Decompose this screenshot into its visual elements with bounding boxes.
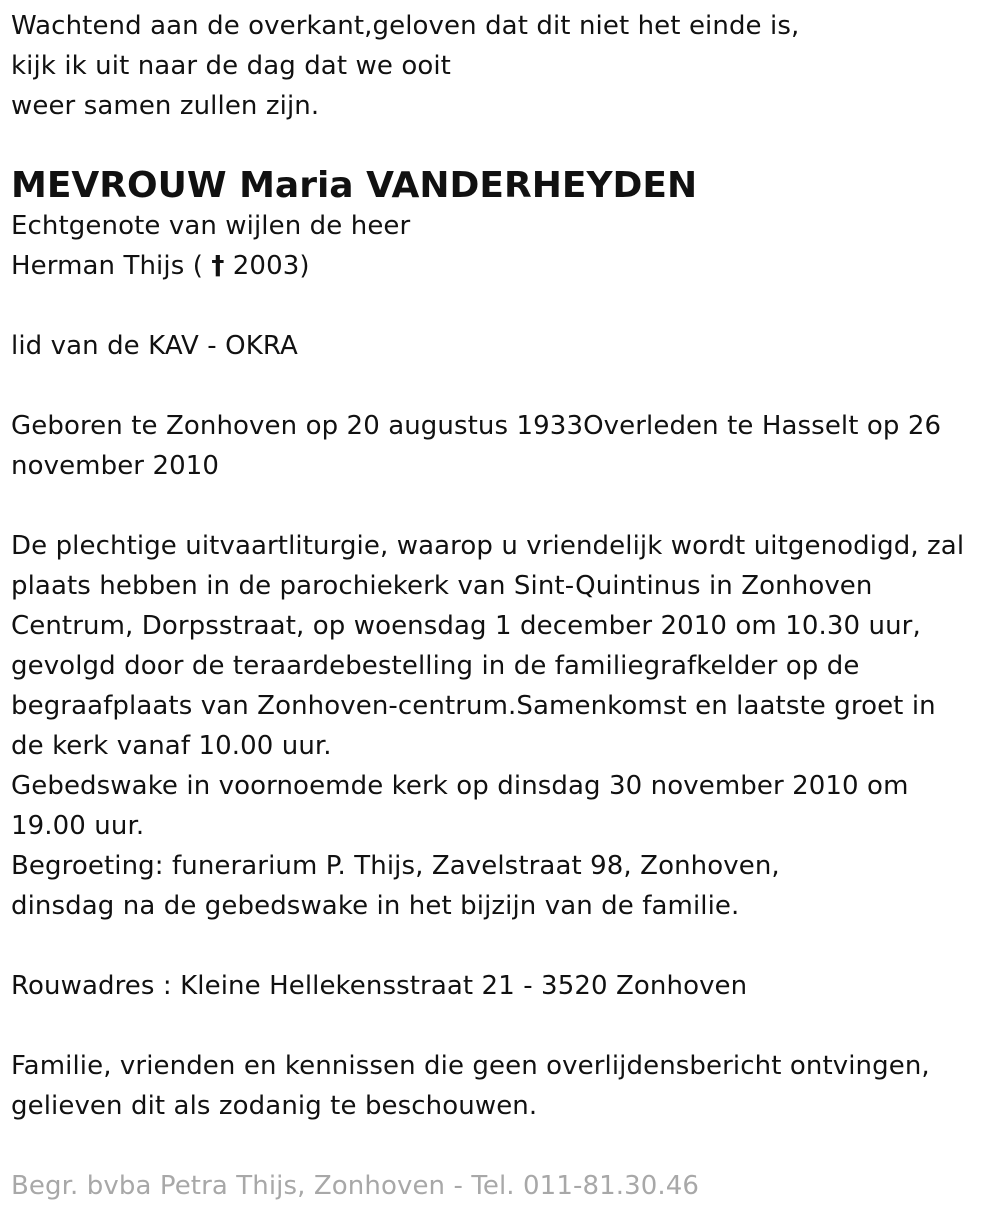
funeral-line: Gebedswake in voornoemde kerk op dinsdag 30 november 2010 om: [11, 771, 909, 801]
deceased-name: MEVROUW Maria VANDERHEYDEN: [11, 165, 698, 206]
funeral-line: Begroeting: funerarium P. Thijs, Zavelstraat 98, Zonhoven,: [11, 851, 780, 881]
birth-death-line: november 2010: [11, 451, 220, 481]
spouse-info: [11, 206, 991, 286]
funeral-home-footer: Begr. bvba Petra Thijs, Zonhoven - Tel. 011-81.30.46: [11, 1171, 700, 1201]
funeral-line: dinsdag na de gebedswake in het bijzijn van de familie.: [11, 891, 740, 921]
poem-line: weer samen zullen zijn.: [11, 91, 320, 121]
notice-line: gelieven dit als zodanig te beschouwen.: [11, 1091, 538, 1121]
spouse-line: [11, 246, 991, 286]
poem-line: kijk ik uit naar de dag dat we ooit: [11, 51, 451, 81]
spouse-line: Echtgenote van wijlen de heer: [11, 211, 411, 241]
spouse-name: Herman Thijs (: [11, 251, 212, 281]
funeral-line: gevolgd door de teraardebestelling in de familiegrafkelder op de: [11, 651, 860, 681]
funeral-line: De plechtige uitvaartliturgie, waarop u vriendelijk wordt uitgenodigd, zal: [11, 531, 965, 561]
funeral-line: 19.00 uur.: [11, 811, 145, 841]
membership: lid van de KAV - OKRA: [11, 331, 298, 361]
mourning-address: Rouwadres : Kleine Hellekensstraat 21 - 3520 Zonhoven: [11, 971, 748, 1001]
notice-line: Familie, vrienden en kennissen die geen overlijdensbericht ontvingen,: [11, 1051, 930, 1081]
funeral-line: begraafplaats van Zonhoven-centrum.Samenkomst en laatste groet in: [11, 691, 936, 721]
spouse-death-year: 2003): [224, 251, 310, 281]
funeral-line: plaats hebben in de parochiekerk van Sint-Quintinus in Zonhoven: [11, 571, 873, 601]
birth-death-line: Geboren te Zonhoven op 20 augustus 1933Overleden te Hasselt op 26: [11, 411, 942, 441]
poem: [11, 6, 991, 126]
obituary-document: [11, 0, 991, 1206]
poem-line: Wachtend aan de overkant,geloven dat dit niet het einde is,: [11, 11, 800, 41]
notice: [11, 1046, 991, 1126]
funeral-details: [11, 526, 991, 926]
funeral-line: Centrum, Dorpsstraat, op woensdag 1 december 2010 om 10.30 uur,: [11, 611, 921, 641]
birth-death: [11, 406, 991, 486]
funeral-line: de kerk vanaf 10.00 uur.: [11, 731, 332, 761]
cross-icon: †: [211, 251, 225, 281]
